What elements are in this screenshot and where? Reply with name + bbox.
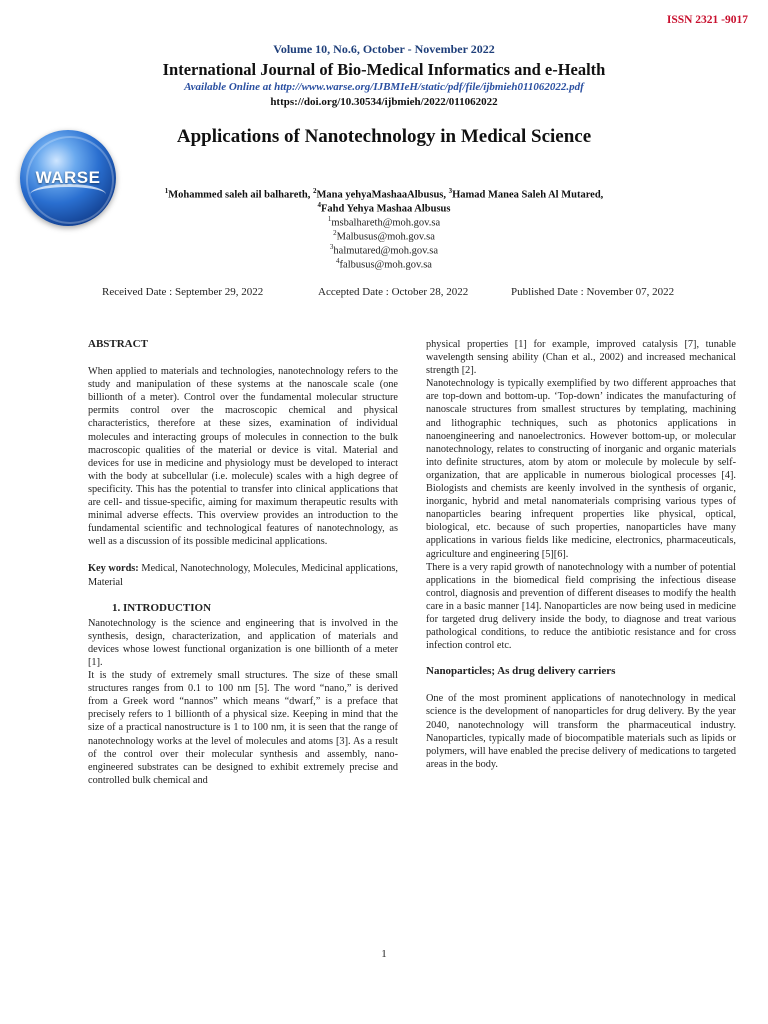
drug-delivery-heading: Nanoparticles; As drug delivery carriers (426, 665, 616, 678)
accepted-date: Accepted Date : October 28, 2022 (318, 286, 469, 298)
author-3: Hamad Manea Saleh Al Mutared, (452, 189, 604, 201)
introduction-heading: 1. INTRODUCTION (112, 601, 212, 614)
author-email-1[interactable] (0, 215, 768, 229)
author-email-2[interactable] (0, 229, 768, 243)
authors-line-2 (0, 201, 768, 215)
body-paragraph-3: There is a very rapid growth of nanotechnology with a number of potential applications in the biomedical field comprising the infectious disease control, diagnosis and prevention of different diseases to modify the health care in a basic manner [14]. Nanoparticles are now being used in medicine for targeted drug delivery inside the body, to diagnose and treat various pathological conditions, to reduce the antibiotic resistance and for cross infection control etc. (426, 561, 736, 652)
author-email-3[interactable] (0, 243, 768, 257)
available-online-link[interactable]: Available Online at http://www.warse.org/IJBMIeH/static/pdf/file/ijbmieh011062022.pdf (184, 81, 584, 93)
body-paragraph-2: Nanotechnology is typically exemplified by two different approaches that are top-down and bottom-up. ‘Top-down’ indicates the manufacturing of nanoscale structures from smallest structures by templating, machining and lithographic techniques, such as photonics applications in nanoengineering and nanoelectronics. However bottom-up, or molecular nanotechnology, relates to constructing of inorganic and organic materials into definite structures, atom by atom or molecule by molecule by self-organization, that are applicable in numerous biological processes [4]. Biologists and chemists are keenly involved in the synthesis of organic, inorganic, hybrid and metal nanomaterials comprising various types of nanoparticles bearing infrequent properties like physical, optical, biological, etc. because of such properties, nanoparticles have many applications in various fields like medicine, electronics, pharmaceuticals, agriculture and engineering [5][6]. (426, 378, 736, 560)
keywords (88, 562, 398, 588)
email-3-addr[interactable]: halmutared@moh.gov.sa (333, 245, 439, 257)
email-3-sup: 3 (329, 243, 334, 251)
email-4-sup: 4 (336, 257, 340, 265)
authors-line-1 (0, 187, 768, 201)
right-column (426, 338, 736, 771)
author-4: Fahd Yehya Mashaa Albusus (321, 203, 451, 215)
journal-title: International Journal of Bio-Medical Informatics and e-Health (162, 60, 606, 79)
author-2: Mana yehyaMashaaAlbusus, (316, 189, 449, 201)
abstract-text: When applied to materials and technologies, nanotechnology refers to the study and manipulation of these systems at the nanoscale scale (one billionth of a meter). Control over the fundamental molecular structure permits control over the macroscopic chemical and physical characteristics, therefore at these sizes, examination of individual molecules and interacting groups of molecules in connection to the bulk macroscopic qualities of the material or device is vital. Material and devices for use in medicine and physiology must be developed to interact with the body at subcellular (i.e. molecule) scales with a high degree of specificity. This has the potential to transfer into clinical applications that are cell- and tissue-specific, aiming for maximum therapeutic results with minimal adverse effects. This overview provides an introduction to the fundamental scientific and technological features of nanotechnology, as well as a discussion of its possible medicinal applications. (88, 366, 398, 548)
email-2-sup: 2 (333, 229, 337, 237)
body-paragraph-1: physical properties [1] for example, improved catalysis [7], tunable wavelength sensing ability (Chan et al., 2002) and increased mechanical strength [2]. (426, 339, 736, 377)
keywords-text: Medical, Nanotechnology, Molecules, Medicinal applications, Material (88, 563, 398, 588)
doi-link[interactable]: https://doi.org/10.30534/ijbmieh/2022/011062022 (270, 96, 498, 108)
intro-paragraph-1: Nanotechnology is the science and engineering that is involved in the synthesis, design, characterization, and application of materials and devices whose lowest functional organization is one billionth of a meter [1]. (88, 617, 398, 668)
email-1-sup: 1 (327, 215, 332, 223)
author-3-sup: 3 (448, 187, 453, 195)
body-paragraph-4: One of the most prominent applications of nanotechnology in medical science is the development of nanoparticles for drug delivery. By the year 2040, nanotechnology will transform the pharmaceutical industry. Nanoparticles, typically made of biocompatible materials such as lipids or polymers, will have enabled the precise delivery of medications to targeted areas in the body. (426, 693, 736, 770)
issn-label: ISSN 2321 -9017 (666, 14, 748, 26)
intro-paragraph-2: It is the study of extremely small structures. The size of these small structures ranges from 0.1 to 100 nm [5]. The word “nano,” is derived from a Greek word “nannos” which means “dwarf,” is a preface that precisely refers to 1 billionth of a physical size. Keeping in mind that the size of a practical nanostructure is 1 to 100 nm, it is seen that the range of nanotechnology works at the level of molecules and atoms [3]. As a result of the control over their molecular synthesis and assembly, nano-engineered substrates can be designed to exhibit extremely precise and controlled bulk chemical and (88, 670, 398, 786)
received-date: Received Date : September 29, 2022 (102, 286, 264, 298)
page-number: 1 (381, 948, 387, 960)
author-1: Mohammed saleh ail balhareth, (168, 189, 313, 201)
paper-title: Applications of Nanotechnology in Medical Science (176, 126, 592, 147)
email-1-addr[interactable]: msbalhareth@moh.gov.sa (331, 217, 441, 229)
author-email-4[interactable] (0, 257, 768, 271)
published-date: Published Date : November 07, 2022 (511, 286, 675, 298)
author-1-sup: 1 (164, 187, 169, 195)
left-column (88, 338, 398, 787)
email-4-addr[interactable]: falbusus@moh.gov.sa (339, 259, 432, 271)
abstract-heading: ABSTRACT (88, 338, 148, 350)
logo-text: WARSE (35, 168, 101, 187)
author-2-sup: 2 (312, 187, 317, 195)
keywords-label: Key words: (88, 563, 139, 575)
author-4-sup: 4 (317, 201, 322, 209)
volume-issue-line: Volume 10, No.6, October - November 2022 (273, 42, 495, 56)
email-2-addr[interactable]: Malbusus@moh.gov.sa (336, 231, 435, 243)
